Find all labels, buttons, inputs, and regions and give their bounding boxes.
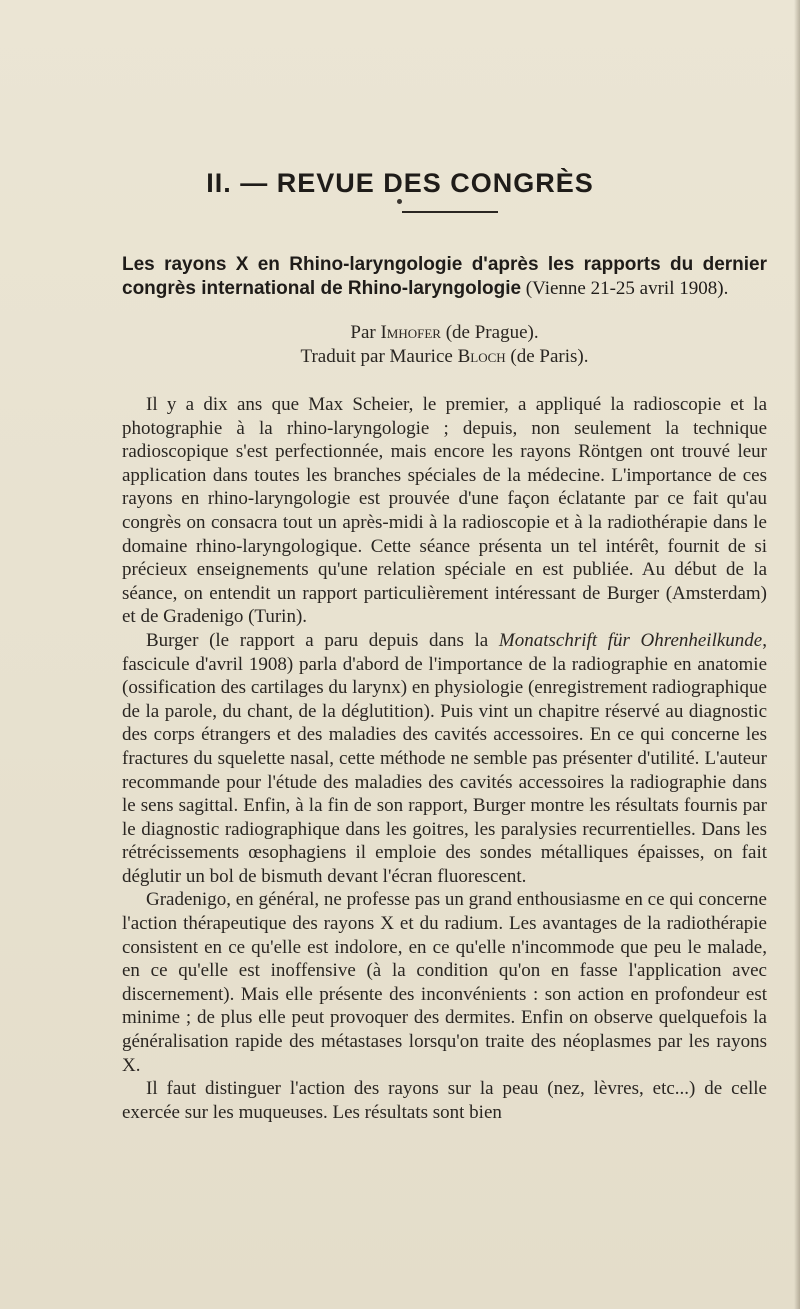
article-title	[122, 253, 767, 301]
translator-line	[122, 345, 767, 369]
author-line	[122, 321, 767, 345]
author-name: Imhofer	[380, 322, 441, 343]
page-edge-shadow	[794, 0, 800, 1309]
paragraph-2-rest: , fascicule d'avril 1908) parla d'abord de l'importance de la radiographie en anatomie (ossification des cartilages du larynx) en physiologie (enregistrement radiographique de la parole, du chant, de la déglutition). Puis vint un chapitre réservé au diagnostic des corps étrangers et des maladies des cavités accessoires. En ce qui concerne les fractures du squelette nasal, cette méthode ne semble pas présenter d'utilité. L'auteur recommande pour l'étude des maladies des cavités accessoires la radiographie dans le sens sagittal. Enfin, à la fin de son rapport, Burger montre les résultats fournis par le diagnostic radiographique dans les goitres, les paralysies recurrentielles. Dans les rétrécissements œsophagiens il emploie des sondes métalliques épaisses, on fait déglutir un bol de bismuth devant l'écran fluorescent.	[122, 629, 767, 887]
paragraph-2	[122, 629, 767, 889]
paragraph-1: Il y a dix ans que Max Scheier, le premier, a appliqué la radioscopie et la photographie à la rhino-laryngologie ; depuis, non seulement la technique radioscopique s'est perfectionnée, mais encore les rayons Röntgen ont trouvé leur application dans toutes les branches spéciales de la médecine. L'importance de ces rayons en rhino-laryngologie est prouvée d'une façon éclatante par ce fait qu'au congrès on consacra tout un après-midi à la radioscopie et à la radiothérapie dans le domaine rhino-laryngologique. Cette séance présenta un tel intérêt, fournit de si précieux enseignements qu'une relation spéciale en est publiée. Au début de la séance, on entendit un rapport particulièrement intéressant de Burger (Amsterdam) et de Gradenigo (Turin).	[122, 394, 767, 628]
paragraph-4: Il faut distinguer l'action des rayons sur la peau (nez, lèvres, etc...) de celle exercée sur les muqueuses. Les résultats sont bien	[122, 1078, 767, 1123]
paragraph-3: Gradenigo, en général, ne professe pas un grand enthousiasme en ce qui concerne l'action thérapeutique des rayons X et du radium. Les avantages de la radiothérapie consistent en ce qu'elle est indolore, en ce qu'elle n'incommode que peu le malade, en ce qu'elle est inoffensive (à la condition qu'on en fasse l'application avec discernement). Mais elle présente des inconvénients : son action en profondeur est minime ; de plus elle peut provoquer des dermites. Enfin on observe quelquefois la généralisation rapide des métastases lorsqu'on traite des néoplasmes par les rayons X.	[122, 889, 767, 1076]
paragraph-2-start: Burger (le rapport a paru depuis dans la	[146, 629, 499, 651]
title-rule	[402, 211, 498, 213]
title-ornament-dot	[397, 199, 402, 204]
author-place: (de Prague).	[440, 322, 539, 343]
author-prefix: Par	[350, 322, 381, 343]
translator-name: Bloch	[457, 346, 506, 367]
section-title: II. — REVUE DES CONGRÈS	[206, 168, 594, 198]
article-title-bold: Les rayons X en Rhino-laryngologie d'après les rapports du dernier congrès international de Rhino-laryngologie	[122, 254, 767, 299]
journal-title: Monatschrift für Ohrenheilkunde	[498, 629, 763, 651]
translator-place: (de Paris).	[505, 346, 589, 367]
translator-prefix: Traduit par Maurice	[300, 346, 458, 367]
article-body	[122, 393, 767, 1124]
article-title-dates: (Vienne 21-25 avril 1908).	[521, 278, 729, 299]
